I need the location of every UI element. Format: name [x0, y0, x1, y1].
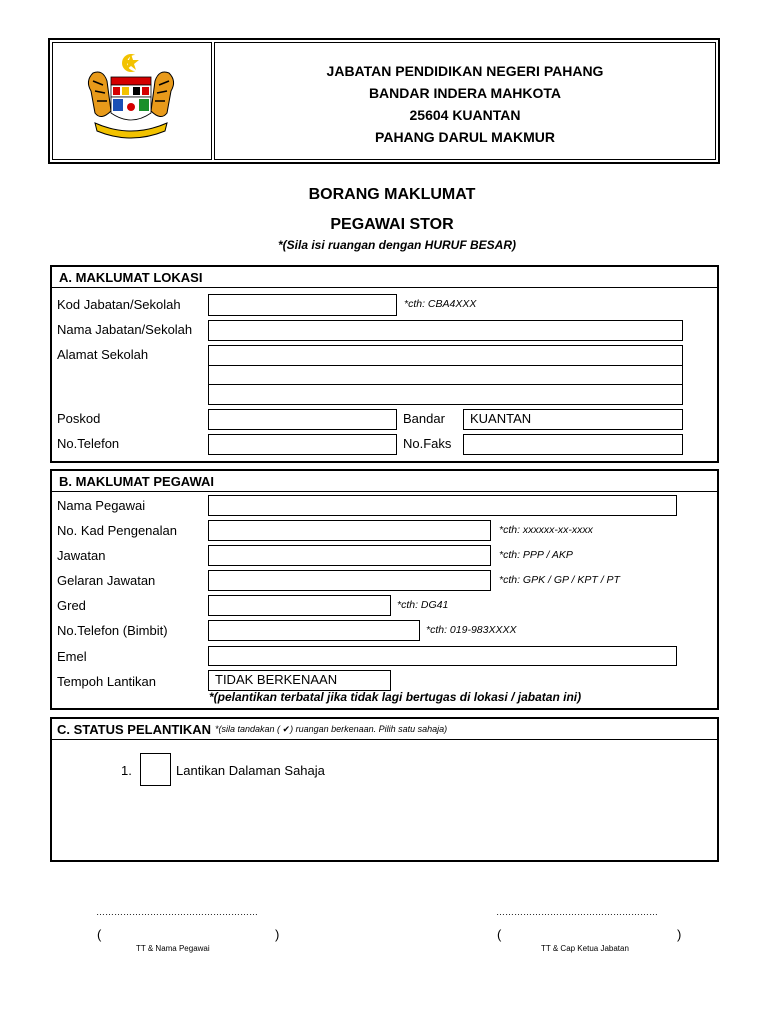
- ic-label: No. Kad Pengenalan: [57, 523, 177, 538]
- signature-left-label: TT & Nama Pegawai: [136, 944, 210, 953]
- letterhead: [48, 38, 720, 164]
- nama-pegawai-input[interactable]: [208, 495, 677, 516]
- telefon-input[interactable]: [208, 434, 397, 455]
- option-1-checkbox[interactable]: [140, 753, 171, 786]
- form-subtitle: PEGAWAI STOR: [330, 216, 454, 233]
- signature-left-open: (: [97, 927, 102, 942]
- alamat-label: Alamat Sekolah: [57, 347, 149, 362]
- ic-input[interactable]: [208, 520, 491, 541]
- poskod-label: Poskod: [57, 411, 101, 426]
- gred-hint: *cth: DG41: [397, 599, 449, 611]
- signature-right-open: (: [497, 927, 502, 942]
- tempoh-input[interactable]: TIDAK BERKENAAN: [208, 670, 391, 691]
- bimbit-label: No.Telefon (Bimbit): [57, 623, 168, 638]
- faks-label: No.Faks: [403, 436, 452, 451]
- header-line-3: 25604 KUANTAN: [409, 107, 521, 123]
- gred-label: Gred: [57, 598, 86, 613]
- section-b-title: B. MAKLUMAT PEGAWAI: [59, 474, 215, 489]
- faks-input[interactable]: [463, 434, 683, 455]
- gelaran-input[interactable]: [208, 570, 491, 591]
- malaysia-coat-of-arms-icon: [81, 51, 181, 151]
- alamat-input-2[interactable]: [208, 365, 683, 385]
- section-c: [50, 717, 719, 862]
- ic-hint: *cth: xxxxxx-xx-xxxx: [499, 524, 593, 536]
- jawatan-hint: *cth: PPP / AKP: [499, 549, 573, 561]
- gelaran-hint: *cth: GPK / GP / KPT / PT: [499, 574, 620, 586]
- gred-input[interactable]: [208, 595, 391, 616]
- logo-cell: [52, 42, 212, 160]
- nama-jabatan-label: Nama Jabatan/Sekolah: [57, 322, 193, 337]
- jawatan-label: Jawatan: [57, 548, 106, 563]
- header-line-1: JABATAN PENDIDIKAN NEGERI PAHANG: [326, 63, 604, 79]
- kod-label: Kod Jabatan/Sekolah: [57, 297, 181, 312]
- signature-line-left: ………………………………………………: [96, 907, 258, 917]
- nama-pegawai-label: Nama Pegawai: [57, 498, 146, 513]
- signature-left-close: ): [275, 927, 280, 942]
- bimbit-hint: *cth: 019-983XXXX: [426, 624, 517, 636]
- gelaran-label: Gelaran Jawatan: [57, 573, 156, 588]
- signature-right-close: ): [677, 927, 682, 942]
- section-c-title: C. STATUS PELANTIKAN: [57, 722, 212, 737]
- section-a-title: A. MAKLUMAT LOKASI: [59, 270, 203, 285]
- tempoh-note: *(pelantikan terbatal jika tidak lagi bertugas di lokasi / jabatan ini): [209, 690, 582, 704]
- telefon-label: No.Telefon: [57, 436, 120, 451]
- emel-input[interactable]: [208, 646, 677, 666]
- poskod-input[interactable]: [208, 409, 397, 430]
- form-title: BORANG MAKLUMAT: [308, 186, 476, 203]
- bandar-label: Bandar: [403, 411, 445, 426]
- kod-input[interactable]: [208, 294, 397, 316]
- tempoh-label: Tempoh Lantikan: [57, 674, 157, 689]
- emel-label: Emel: [57, 649, 87, 664]
- nama-jabatan-input[interactable]: [208, 320, 683, 341]
- header-line-4: PAHANG DARUL MAKMUR: [375, 129, 555, 145]
- option-1-number: 1.: [121, 763, 132, 778]
- alamat-input-1[interactable]: [208, 345, 683, 366]
- jawatan-input[interactable]: [208, 545, 491, 566]
- alamat-input-3[interactable]: [208, 384, 683, 405]
- bandar-input[interactable]: KUANTAN: [463, 409, 683, 430]
- title-note: *(Sila isi ruangan dengan HURUF BESAR): [277, 238, 517, 252]
- section-c-note: *(sila tandakan ( ✔) ruangan berkenaan. Pilih satu sahaja): [215, 724, 448, 734]
- address-cell: [214, 42, 716, 160]
- signature-right-label: TT & Cap Ketua Jabatan: [541, 944, 629, 953]
- signature-line-right: ………………………………………………: [496, 907, 658, 917]
- header-line-2: BANDAR INDERA MAHKOTA: [368, 85, 562, 101]
- bimbit-input[interactable]: [208, 620, 420, 641]
- kod-hint: *cth: CBA4XXX: [404, 298, 477, 310]
- option-1-label: Lantikan Dalaman Sahaja: [176, 763, 325, 778]
